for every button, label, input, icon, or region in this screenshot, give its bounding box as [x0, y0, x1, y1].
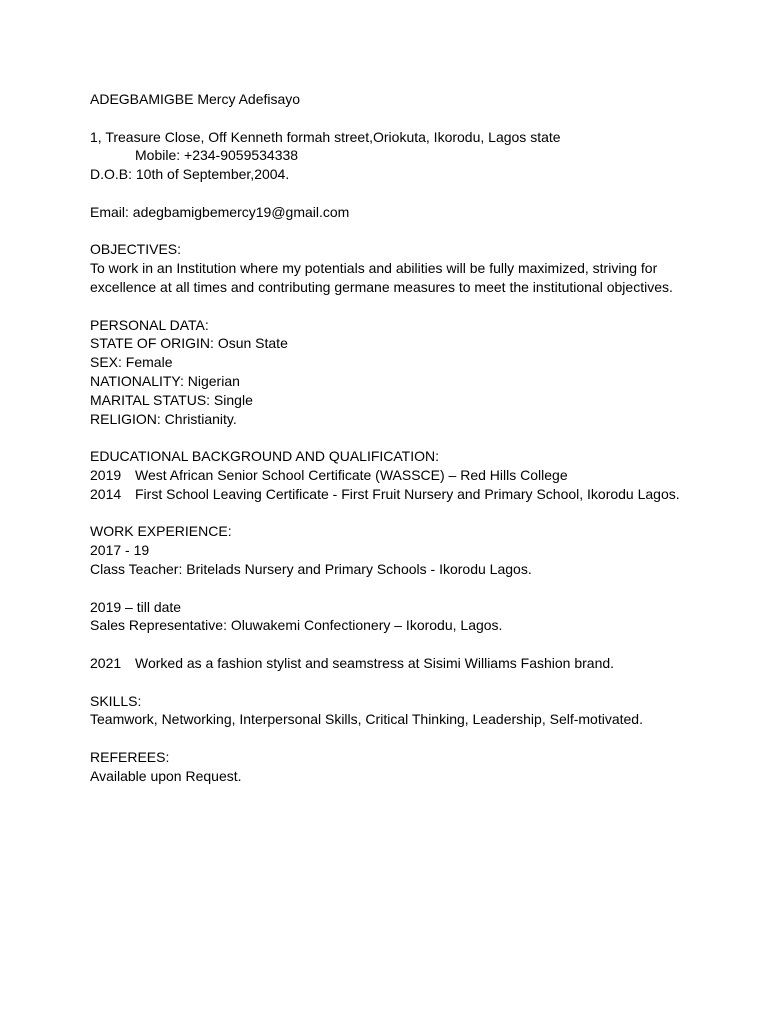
dob-line: D.O.B: 10th of September,2004.	[90, 166, 290, 183]
mobile-line: Mobile: +234-9059534338	[135, 147, 299, 164]
personal-data-marital-status: MARITAL STATUS: Single	[90, 391, 253, 408]
education-text: First School Leaving Certificate - First Fruit Nursery and Primary School, Ikorodu Lagos.	[135, 485, 680, 502]
email-line: Email: adegbamigbemercy19@gmail.com	[90, 203, 350, 220]
referees-heading: REFEREES:	[90, 748, 170, 765]
objectives-text-line-2: excellence at all times and contributing germane measures to meet the institutional objectives.	[90, 278, 673, 295]
spacer	[90, 635, 730, 654]
spacer	[90, 729, 730, 748]
spacer	[90, 222, 730, 241]
personal-data-religion: RELIGION: Christianity.	[90, 410, 237, 427]
personal-data-nationality: NATIONALITY: Nigerian	[90, 372, 240, 389]
education-text: West African Senior School Certificate (WASSCE) – Red Hills College	[135, 466, 568, 483]
personal-data-heading: PERSONAL DATA:	[90, 316, 209, 333]
education-heading: EDUCATIONAL BACKGROUND AND QUALIFICATION:	[90, 448, 440, 465]
spacer	[90, 109, 730, 128]
work-period-2: 2019 – till date	[90, 598, 182, 615]
work-description-2: Sales Representative: Oluwakemi Confectionery – Ikorodu, Lagos.	[90, 617, 503, 634]
spacer	[90, 297, 730, 316]
education-year: 2014	[90, 485, 122, 502]
spacer	[90, 504, 730, 523]
skills-heading: SKILLS:	[90, 692, 142, 709]
work-entry-3	[90, 654, 730, 673]
work-experience-heading: WORK EXPERIENCE:	[90, 523, 232, 540]
spacer	[90, 673, 730, 692]
spacer	[90, 184, 730, 203]
objectives-text-line-1: To work in an Institution where my potentials and abilities will be fully maximized, striving for	[90, 260, 658, 277]
work-period-1: 2017 - 19	[90, 542, 150, 559]
education-year: 2019	[90, 466, 122, 483]
skills-text: Teamwork, Networking, Interpersonal Skills, Critical Thinking, Leadership, Self-motivated.	[90, 711, 643, 728]
education-entry	[90, 485, 730, 504]
work-description-3: Worked as a fashion stylist and seamstress at Sisimi Williams Fashion brand.	[135, 654, 615, 671]
applicant-name: ADEGBAMIGBE Mercy Adefisayo	[90, 91, 301, 107]
personal-data-state-of-origin: STATE OF ORIGIN: Osun State	[90, 335, 288, 352]
spacer	[90, 428, 730, 447]
work-description-1: Class Teacher: Britelads Nursery and Primary Schools - Ikorodu Lagos.	[90, 560, 532, 577]
resume-document	[90, 90, 730, 785]
spacer	[90, 579, 730, 598]
work-year-3: 2021	[90, 654, 122, 671]
objectives-heading: OBJECTIVES:	[90, 241, 182, 258]
address-line: 1, Treasure Close, Off Kenneth formah street,Oriokuta, Ikorodu, Lagos state	[90, 128, 561, 145]
education-entry	[90, 466, 730, 485]
personal-data-sex: SEX: Female	[90, 354, 173, 371]
referees-text: Available upon Request.	[90, 767, 242, 784]
